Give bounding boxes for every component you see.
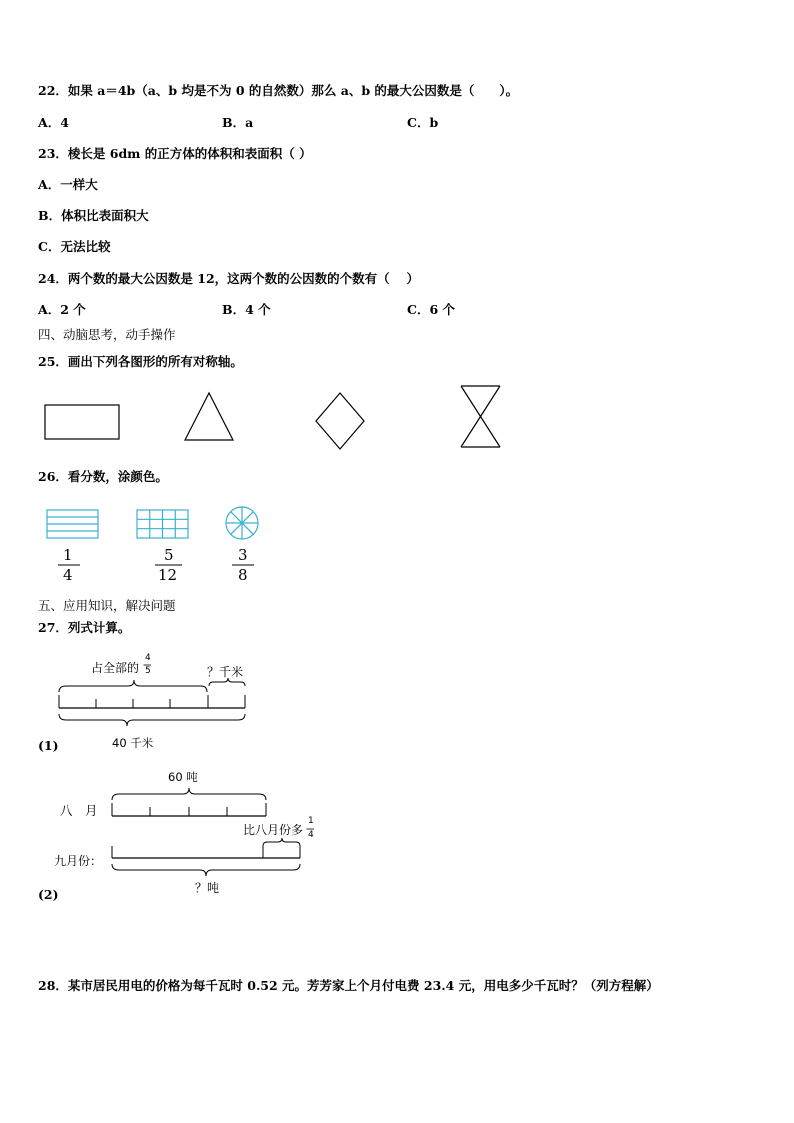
hourglass-shape — [461, 386, 500, 447]
grid-twelfths — [137, 510, 188, 538]
part2-top: 60 吨 — [168, 770, 198, 784]
section5-title: 五、应用知识，解决问题 — [38, 598, 176, 613]
q25-stem: 25．画出下列各图形的所有对称轴。 — [38, 354, 243, 369]
q27-stem: 27．列式计算。 — [38, 620, 131, 635]
part2-more-num: 1 — [308, 816, 314, 826]
part1-label: (1) — [38, 738, 59, 753]
part1-bottom: 40 千米 — [112, 736, 154, 750]
frac3-den: 8 — [238, 566, 248, 584]
part2-sep-label: 九月份： — [54, 854, 103, 868]
frac1-num: 1 — [63, 546, 73, 564]
part2-label: (2) — [38, 887, 59, 902]
part1-frac-den: 5 — [145, 666, 151, 676]
q22-option-a[interactable]: A．4 — [38, 115, 69, 130]
q23-option-a[interactable]: A．一样大 — [38, 177, 98, 192]
part2-bottom: ？吨 — [195, 881, 220, 895]
frac2-num: 5 — [164, 546, 174, 564]
part1-frac-num: 4 — [145, 653, 151, 663]
q22-option-c[interactable]: C．b — [407, 115, 439, 130]
rectangle-shape — [45, 405, 119, 439]
frac1-den: 4 — [63, 566, 73, 584]
q23-option-c[interactable]: C．无法比较 — [38, 239, 111, 254]
section4-title: 四、动脑思考，动手操作 — [38, 327, 176, 342]
q23-option-b[interactable]: B．体积比表面积大 — [38, 208, 149, 223]
q24-option-a[interactable]: A．2 个 — [38, 302, 86, 317]
q28-stem: 28．某市居民用电的价格为每千瓦时 0.52 元。芳芳家上个月付电费 23.4 元，用电多少千瓦时？（列方程解） — [38, 978, 659, 993]
q22-stem: 22．如果 a＝4b（a、b 均是不为 0 的自然数）那么 a、b 的最大公因数是（ ）。 — [38, 83, 519, 98]
grid-quarters — [47, 510, 98, 538]
part1-top-text: 占全部的 — [91, 661, 140, 675]
frac3-num: 3 — [238, 546, 248, 564]
q24-option-c[interactable]: C．6 个 — [407, 302, 455, 317]
q24-stem: 24．两个数的最大公因数是 12，这两个数的公因数的个数有（ ） — [38, 271, 419, 286]
q24-option-b[interactable]: B．4 个 — [222, 302, 271, 317]
frac2-den: 12 — [158, 566, 178, 584]
part2-aug-label: 八 月 — [60, 803, 98, 818]
rhombus-shape — [316, 393, 364, 449]
part1-unknown: ？千米 — [207, 665, 244, 679]
part2-more-text: 比八月份多 — [243, 823, 304, 837]
q22-option-b[interactable]: B．a — [222, 115, 254, 130]
circle-eighths — [226, 507, 258, 539]
part2-more-den: 4 — [308, 830, 314, 840]
q26-stem: 26．看分数，涂颜色。 — [38, 469, 168, 484]
q23-stem: 23．棱长是 6dm 的正方体的体积和表面积（ ） — [38, 146, 312, 161]
triangle-shape — [185, 393, 233, 440]
